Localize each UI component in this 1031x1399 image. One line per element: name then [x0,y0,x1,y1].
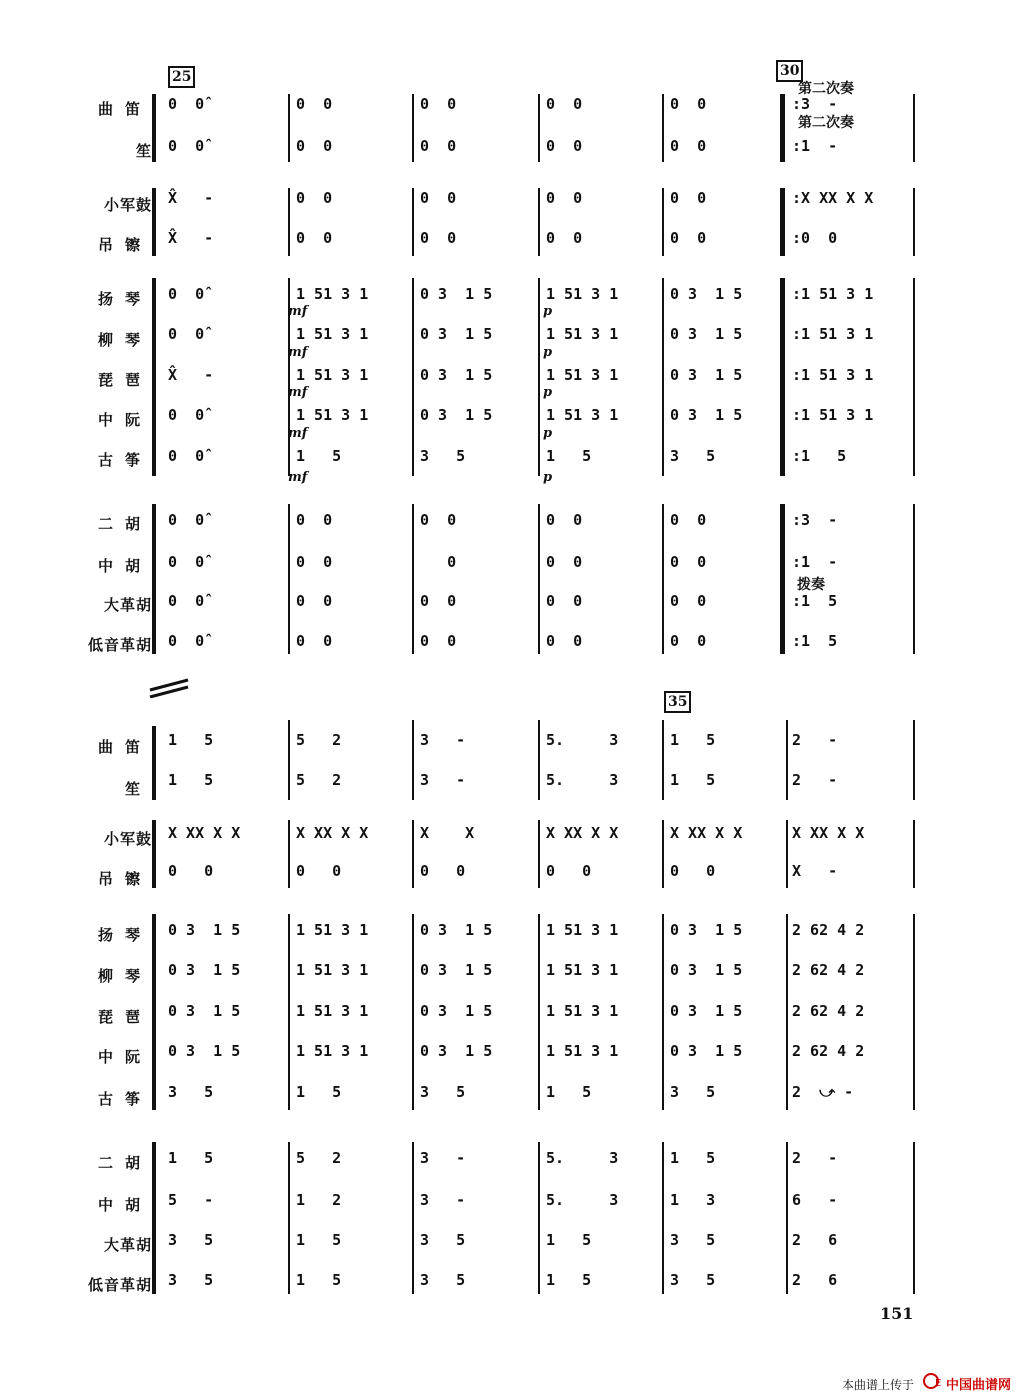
system2-barline [412,914,414,1110]
system1-pipa-measure-4: 1 51 3 1 [546,366,619,384]
system2-dagehu-measure-6: 2 6 [792,1231,838,1249]
label-snare: 小军鼓 [103,196,152,214]
system1-barline [538,94,540,162]
system2-sheng-measure-4: 5. 3 [546,771,619,789]
system2-erhu-measure-1: 1 5 [168,1149,214,1167]
system2-yangqin-measure-5: 0 3 1 5 [670,921,743,939]
system2-barline [786,720,788,800]
bracket-winds-1 [152,94,156,162]
dynamic-p-2: p [543,345,553,360]
system1-zhongruan-measure-5: 0 3 1 5 [670,406,743,424]
system2-zhonghu-measure-3: 3 - [420,1191,466,1209]
system2-barline [913,820,915,888]
site-logo-icon [922,1372,944,1390]
system1-dagehu-measure-4: 0 0 [546,592,583,610]
system1-dagehu-measure-5: 0 0 [670,592,707,610]
system1-guzheng-measure-2: 1 5 [296,447,342,465]
system1-zhongruan-measure-4: 1 51 3 1 [546,406,619,424]
system1-qudi-measure-5: 0 0 [670,95,707,113]
system2-guzheng-measure-1: 3 5 [168,1083,214,1101]
label-zhongruan: 中阮 [97,411,152,429]
system2-pipa-measure-6: 2 62 4 2 [792,1002,865,1020]
system2-diyingehu-measure-4: 1 5 [546,1271,592,1289]
system1-guzheng-measure-5: 3 5 [670,447,716,465]
system1-liuqin-measure-5: 0 3 1 5 [670,325,743,343]
system1-zhonghu-measure-2: 0 0 [296,553,333,571]
system1-pipa-measure-5: 0 3 1 5 [670,366,743,384]
system1-guzheng-measure-4: 1 5 [546,447,592,465]
system1-liuqin-measure-3: 0 3 1 5 [420,325,493,343]
label-sheng: 笙 [135,142,152,160]
system2-snare-measure-2: X XX X X [296,824,369,842]
system2-qudi-measure-5: 1 5 [670,731,716,749]
system1-diyingehu-measure-6: :1 5 [792,632,838,650]
label-pipa-2: 琵琶 [97,1008,152,1026]
system2-zhonghu-measure-4: 5. 3 [546,1191,619,1209]
system2-barline [538,820,540,888]
system2-guzheng-measure-6: 2 ⤻ - [792,1083,854,1101]
system2-erhu-measure-5: 1 5 [670,1149,716,1167]
system2-barline [786,1142,788,1294]
system2-barline [913,914,915,1110]
label-diyingehu-2: 低音革胡 [87,1276,152,1294]
system1-zhongruan-measure-6: :1 51 3 1 [792,406,874,424]
label-dagehu: 大革胡 [103,596,152,614]
system2-barline [662,1142,664,1294]
system2-diyingehu-measure-3: 3 5 [420,1271,466,1289]
system1-snare-measure-4: 0 0 [546,189,583,207]
dynamic-p-1: p [543,304,553,319]
system1-qudi-measure-4: 0 0 [546,95,583,113]
system2-dagehu-measure-4: 1 5 [546,1231,592,1249]
system1-qudi-measure-1: 0 0̂ [168,95,205,113]
system2-guzheng-measure-4: 1 5 [546,1083,592,1101]
system-break-icon [148,676,190,698]
system2-cymbal-measure-2: 0 0 [296,862,342,880]
bracket-plucked-2 [152,914,156,1110]
system1-yangqin-measure-4: 1 51 3 1 [546,285,619,303]
rehearsal-mark-25: 25 [168,66,195,88]
system2-barline [662,820,664,888]
system1-zhonghu-measure-3: 0 [420,553,457,571]
system2-snare-measure-5: X XX X X [670,824,743,842]
system2-guzheng-measure-2: 1 5 [296,1083,342,1101]
system2-barline [538,914,540,1110]
system1-pipa-measure-1: X̂ - [168,366,214,384]
system2-cymbal-measure-1: 0 0 [168,862,214,880]
label-liuqin-2: 柳琴 [97,967,152,985]
system1-erhu-measure-2: 0 0 [296,511,333,529]
system1-liuqin-measure-6: :1 51 3 1 [792,325,874,343]
system1-zhongruan-measure-1: 0 0̂ [168,406,205,424]
system2-sheng-measure-1: 1 5 [168,771,214,789]
system1-pipa-measure-6: :1 51 3 1 [792,366,874,384]
system2-barline [288,1142,290,1294]
system1-barline [662,278,664,476]
system1-dagehu-measure-3: 0 0 [420,592,457,610]
system2-zhonghu-measure-6: 6 - [792,1191,838,1209]
system1-barline [780,278,785,476]
system2-barline [662,720,664,800]
system1-dagehu-measure-6: :1 5 [792,592,838,610]
system1-barline [412,94,414,162]
system1-guzheng-measure-6: :1 5 [792,447,847,465]
system1-snare-measure-3: 0 0 [420,189,457,207]
system1-sheng-measure-3: 0 0 [420,137,457,155]
repeat-label-2: 第二次奏 [798,115,854,131]
system1-barline [538,278,540,476]
system2-barline [786,820,788,888]
system2-diyingehu-measure-1: 3 5 [168,1271,214,1289]
system1-dagehu-measure-2: 0 0 [296,592,333,610]
system1-snare-measure-2: 0 0 [296,189,333,207]
system1-barline [412,278,414,476]
bracket-bowed-2 [152,1142,156,1294]
system1-barline [288,504,290,654]
label-diyingehu: 低音革胡 [87,636,152,654]
system2-pipa-measure-1: 0 3 1 5 [168,1002,241,1020]
system2-yangqin-measure-3: 0 3 1 5 [420,921,493,939]
system2-barline [288,914,290,1110]
label-zhonghu: 中胡 [97,557,152,575]
label-qudi: 曲笛 [97,100,152,118]
system1-snare-measure-5: 0 0 [670,189,707,207]
label-liuqin: 柳琴 [97,331,152,349]
system2-dagehu-measure-5: 3 5 [670,1231,716,1249]
label-dagehu-2: 大革胡 [103,1236,152,1254]
system2-barline [913,720,915,800]
label-guzheng-2: 古筝 [97,1090,152,1108]
system2-zhongruan-measure-1: 0 3 1 5 [168,1042,241,1060]
system2-cymbal-measure-4: 0 0 [546,862,592,880]
system2-qudi-measure-1: 1 5 [168,731,214,749]
system1-yangqin-measure-1: 0 0̂ [168,285,205,303]
pluck-label: 拨奏 [797,577,825,593]
system1-qudi-measure-6: :3 - [792,95,838,113]
system1-erhu-measure-6: :3 - [792,511,838,529]
system2-zhongruan-measure-3: 0 3 1 5 [420,1042,493,1060]
system2-zhongruan-measure-5: 0 3 1 5 [670,1042,743,1060]
system2-liuqin-measure-4: 1 51 3 1 [546,961,619,979]
system2-sheng-measure-6: 2 - [792,771,838,789]
system1-diyingehu-measure-3: 0 0 [420,632,457,650]
system1-barline [288,188,290,256]
system1-barline [538,504,540,654]
system2-snare-measure-6: X XX X X [792,824,865,842]
system1-barline [662,94,664,162]
system1-liuqin-measure-4: 1 51 3 1 [546,325,619,343]
system2-erhu-measure-3: 3 - [420,1149,466,1167]
system1-barline [913,504,915,654]
system1-barline [780,504,785,654]
label-qudi-2: 曲笛 [97,738,152,756]
system2-diyingehu-measure-6: 2 6 [792,1271,838,1289]
system2-snare-measure-4: X XX X X [546,824,619,842]
system1-cymbal-measure-4: 0 0 [546,229,583,247]
bracket-bowed-1 [152,504,156,654]
system2-liuqin-measure-6: 2 62 4 2 [792,961,865,979]
system1-erhu-measure-3: 0 0 [420,511,457,529]
system1-barline [412,188,414,256]
system1-barline [412,504,414,654]
system2-barline [786,914,788,1110]
system1-erhu-measure-4: 0 0 [546,511,583,529]
system2-zhonghu-measure-1: 5 - [168,1191,214,1209]
system1-barline [780,94,785,162]
system2-barline [538,720,540,800]
dynamic-mf-1: mf [288,304,308,319]
footer-text: 本曲谱上传于 [842,1378,915,1392]
system2-pipa-measure-4: 1 51 3 1 [546,1002,619,1020]
system2-cymbal-measure-3: 0 0 [420,862,466,880]
bracket-perc-1 [152,188,156,256]
system2-liuqin-measure-5: 0 3 1 5 [670,961,743,979]
system2-barline [538,1142,540,1294]
system1-zhongruan-measure-2: 1 51 3 1 [296,406,369,424]
dynamic-mf-2: mf [288,345,308,360]
system1-barline [780,188,785,256]
label-pipa: 琵琶 [97,371,152,389]
system2-cymbal-measure-6: X - [792,862,838,880]
system1-cymbal-measure-5: 0 0 [670,229,707,247]
system2-yangqin-measure-1: 0 3 1 5 [168,921,241,939]
svg-text:E: E [935,1378,942,1389]
system1-erhu-measure-1: 0 0̂ [168,511,205,529]
label-sheng-2: 笙 [124,780,152,798]
system2-yangqin-measure-2: 1 51 3 1 [296,921,369,939]
footer-logo-text: 中国曲谱网 [946,1378,1012,1393]
dynamic-p-5: p [543,470,553,485]
dynamic-p-3: p [543,385,553,400]
system2-liuqin-measure-3: 0 3 1 5 [420,961,493,979]
system2-diyingehu-measure-2: 1 5 [296,1271,342,1289]
system2-dagehu-measure-3: 3 5 [420,1231,466,1249]
system1-zhonghu-measure-5: 0 0 [670,553,707,571]
bracket-winds-2 [152,726,156,800]
system1-sheng-measure-6: :1 - [792,137,838,155]
system2-guzheng-measure-5: 3 5 [670,1083,716,1101]
system1-sheng-measure-4: 0 0 [546,137,583,155]
system1-guzheng-measure-3: 3 5 [420,447,466,465]
system1-barline [913,278,915,476]
system1-yangqin-measure-2: 1 51 3 1 [296,285,369,303]
system1-zhonghu-measure-1: 0 0̂ [168,553,205,571]
dynamic-mf-5: mf [288,470,308,485]
system2-yangqin-measure-4: 1 51 3 1 [546,921,619,939]
system1-cymbal-measure-6: :0 0 [792,229,838,247]
system1-snare-measure-6: :X XX X X [792,189,874,207]
rehearsal-mark-35: 35 [664,691,691,713]
system1-snare-measure-1: X̂ - [168,189,214,207]
system2-zhongruan-measure-4: 1 51 3 1 [546,1042,619,1060]
system2-dagehu-measure-2: 1 5 [296,1231,342,1249]
repeat-label-1: 第二次奏 [798,81,854,97]
system2-erhu-measure-4: 5. 3 [546,1149,619,1167]
label-guzheng: 古筝 [97,451,152,469]
system2-liuqin-measure-2: 1 51 3 1 [296,961,369,979]
system1-sheng-measure-2: 0 0 [296,137,333,155]
label-erhu: 二胡 [97,515,152,533]
system2-sheng-measure-3: 3 - [420,771,466,789]
system1-cymbal-measure-1: X̂ - [168,229,214,247]
system2-barline [913,1142,915,1294]
system2-erhu-measure-2: 5 2 [296,1149,342,1167]
label-yangqin-2: 扬琴 [97,926,152,944]
dynamic-mf-4: mf [288,426,308,441]
label-zhonghu-2: 中胡 [97,1196,152,1214]
system1-sheng-measure-5: 0 0 [670,137,707,155]
system2-dagehu-measure-1: 3 5 [168,1231,214,1249]
label-zhongruan-2: 中阮 [97,1048,152,1066]
system1-pipa-measure-3: 0 3 1 5 [420,366,493,384]
system1-barline [913,188,915,256]
system2-qudi-measure-6: 2 - [792,731,838,749]
system1-cymbal-measure-2: 0 0 [296,229,333,247]
system1-barline [288,94,290,162]
system1-liuqin-measure-2: 1 51 3 1 [296,325,369,343]
system2-zhonghu-measure-2: 1 2 [296,1191,342,1209]
system1-diyingehu-measure-2: 0 0 [296,632,333,650]
system1-qudi-measure-3: 0 0 [420,95,457,113]
system2-diyingehu-measure-5: 3 5 [670,1271,716,1289]
system2-cymbal-measure-5: 0 0 [670,862,716,880]
system2-qudi-measure-3: 3 - [420,731,466,749]
system2-pipa-measure-2: 1 51 3 1 [296,1002,369,1020]
system2-pipa-measure-3: 0 3 1 5 [420,1002,493,1020]
system1-yangqin-measure-3: 0 3 1 5 [420,285,493,303]
system2-guzheng-measure-3: 3 5 [420,1083,466,1101]
system1-zhonghu-measure-6: :1 - [792,553,838,571]
system1-diyingehu-measure-4: 0 0 [546,632,583,650]
system2-qudi-measure-2: 5 2 [296,731,342,749]
system1-pipa-measure-2: 1 51 3 1 [296,366,369,384]
label-cymbal-2: 吊镲 [97,870,152,888]
system1-barline [913,94,915,162]
label-snare-2: 小军鼓 [103,830,152,848]
bracket-perc-2 [152,820,156,888]
system1-barline [538,188,540,256]
system2-erhu-measure-6: 2 - [792,1149,838,1167]
system1-zhongruan-measure-3: 0 3 1 5 [420,406,493,424]
label-erhu-2: 二胡 [97,1154,152,1172]
system2-zhongruan-measure-6: 2 62 4 2 [792,1042,865,1060]
system2-yangqin-measure-6: 2 62 4 2 [792,921,865,939]
system2-snare-measure-1: X XX X X [168,824,241,842]
system2-barline [412,1142,414,1294]
system2-barline [412,720,414,800]
system1-liuqin-measure-1: 0 0̂ [168,325,205,343]
system1-barline [662,504,664,654]
system1-cymbal-measure-3: 0 0 [420,229,457,247]
system1-erhu-measure-5: 0 0 [670,511,707,529]
system1-sheng-measure-1: 0 0̂ [168,137,205,155]
system1-guzheng-measure-1: 0 0̂ [168,447,205,465]
page-number: 151 [880,1304,914,1323]
system2-barline [662,914,664,1110]
system2-liuqin-measure-1: 0 3 1 5 [168,961,241,979]
system1-zhonghu-measure-4: 0 0 [546,553,583,571]
system1-dagehu-measure-1: 0 0̂ [168,592,205,610]
label-cymbal: 吊镲 [97,236,152,254]
system2-barline [288,820,290,888]
system2-barline [288,720,290,800]
system1-barline [662,188,664,256]
dynamic-mf-3: mf [288,385,308,400]
dynamic-p-4: p [543,426,553,441]
system2-zhongruan-measure-2: 1 51 3 1 [296,1042,369,1060]
bracket-plucked-1 [152,278,156,476]
system1-yangqin-measure-5: 0 3 1 5 [670,285,743,303]
system2-snare-measure-3: X X [420,824,475,842]
label-yangqin: 扬琴 [97,290,152,308]
system1-qudi-measure-2: 0 0 [296,95,333,113]
system1-diyingehu-measure-1: 0 0̂ [168,632,205,650]
system2-sheng-measure-5: 1 5 [670,771,716,789]
rehearsal-mark-30: 30 [776,60,803,82]
system1-yangqin-measure-6: :1 51 3 1 [792,285,874,303]
system2-sheng-measure-2: 5 2 [296,771,342,789]
system2-zhonghu-measure-5: 1 3 [670,1191,716,1209]
system2-pipa-measure-5: 0 3 1 5 [670,1002,743,1020]
system2-barline [412,820,414,888]
system1-diyingehu-measure-5: 0 0 [670,632,707,650]
system2-qudi-measure-4: 5. 3 [546,731,619,749]
